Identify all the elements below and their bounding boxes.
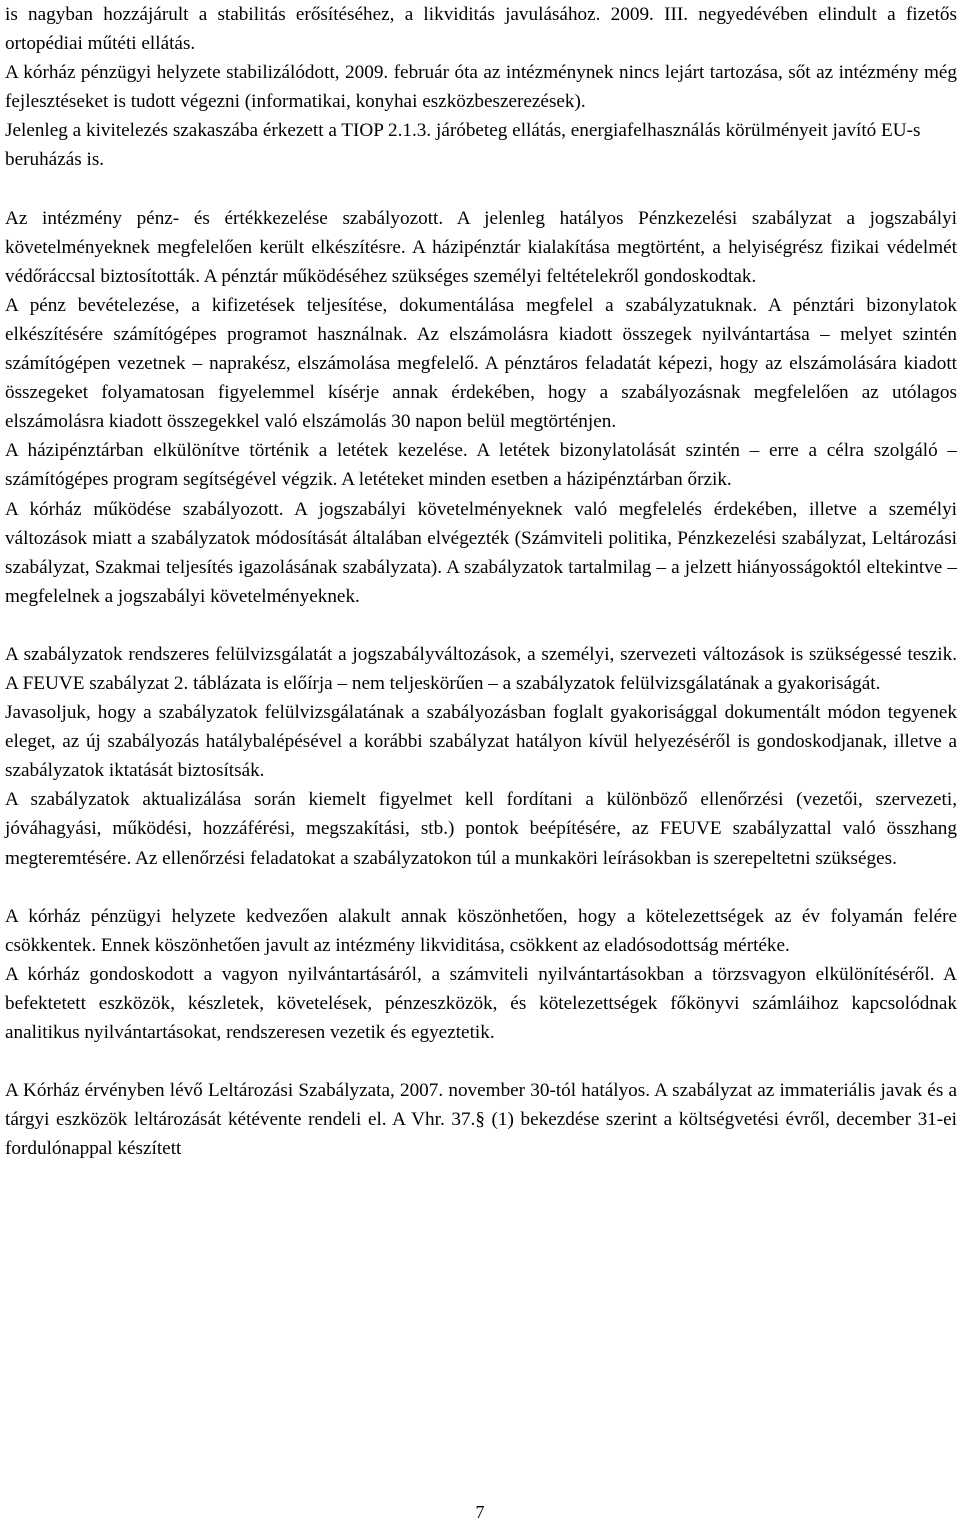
paragraph-gap bbox=[5, 175, 957, 204]
paragraph-control-points: A szabályzatok aktualizálása során kiemelt figyelmet kell fordítani a különböző ellenőrzési (vezetői, szervezeti, jóváhagyási, működési, hozzáférési, megszakítási, stb.) pontok beépítésére, az FEUVE szabályzattal való összhang megteremtésére. Az ellenőrzési feladatokat a szabályzatokon túl a munkaköri leírásokban is szerepeltetni szükséges. bbox=[5, 789, 957, 869]
paragraph-deposits: A házipénztárban elkülönítve történik a letétek kezelése. A letétek bizonylatolását szintén – erre a célra szolgáló – számítógépes program segítségével végzik. A letéteket minden esetben a házipénztárban őrzik. bbox=[5, 440, 957, 491]
paragraph-finances: A kórház pénzügyi helyzete stabilizálódott, 2009. február óta az intézménynek nincs lejárt tartozása, sőt az intézmény még fejlesztéseket is tudott végezni (informatikai, konyhai eszközbeszerezések). bbox=[5, 62, 957, 113]
paragraph-gap bbox=[5, 873, 957, 902]
paragraph-stability: is nagyban hozzájárult a stabilitás erősítéséhez, a likviditás javulásához. 2009. III. negyedévében elindult a fizetős ortopédiai műtéti ellátás. bbox=[5, 4, 957, 55]
paragraph-cash-management: Az intézmény pénz- és értékkezelése szabályozott. A jelenleg hatályos Pénzkezelési szabályzat a jogszabályi követelményeknek megfelelően került elkészítésre. A házipénztár kialakítása megtörtént, a helyiségrész fizikai védelmét védőráccsal biztosították. A pénztár működéséhez szükséges személyi feltételekről gondoskodtak. bbox=[5, 207, 957, 287]
paragraph-asset-records: A kórház gondoskodott a vagyon nyilvántartásáról, a számviteli nyilvántartásokban a törzsvagyon elkülönítéséről. A befektetett eszközök, készletek, követelések, pénzeszközök, és kötelezettségek főkönyvi számláihoz kapcsolódnak analitikus nyilvántartásokat, rendszeresen vezetik és egyeztetik. bbox=[5, 963, 957, 1043]
paragraph-cash-receipts: A pénz bevételezése, a kifizetések teljesítése, dokumentálása megfelel a szabályzatuknak. A pénztári bizonylatok elkészítésére számítógépes programot használnak. Az elszámolásra kiadott összegek nyilvántartása – melyet szintén számítógépen vezetnek – naprakész, elszámolása megfelelő. A pénztáros feladatát képezi, hogy az elszámolására kiadott összegeket folyamatosan figyelemmel kísérje annak érdekében, hogy a szabályozásnak megfelelően az utólagos elszámolásra kiadott összegekkel való elszámolás 30 napon belül megtörténjen. bbox=[5, 294, 957, 433]
paragraph-liquidity: A kórház pénzügyi helyzete kedvezően alakult annak köszönhetően, hogy a kötelezettségek az év folyamán felére csökkentek. Ennek köszönhetően javult az intézmény likviditása, csökkent az eladósodottság mértéke. bbox=[5, 905, 957, 956]
paragraph-review: A szabályzatok rendszeres felülvizsgálatát a jogszabályváltozások, a személyi, szervezeti változások is szükségessé teszik. A FEUVE szabályzat 2. táblázata is előírja – nem teljeskörűen – a szabályzatok felülvizsgálatának a gyakoriságát. bbox=[5, 643, 957, 694]
paragraph-recommendation: Javasoljuk, hogy a szabályzatok felülvizsgálatának a szabályozásban foglalt gyakorisággal dokumentált módon tegyenek eleget, az új szabályozás hatálybalépésével a korábbi szabályzat hatályon kívül helyezéséről is gondoskodjanak, illetve a szabályzatok iktatását biztosítsák. bbox=[5, 702, 957, 782]
paragraph-inventory: A Kórház érvényben lévő Leltározási Szabályzata, 2007. november 30-tól hatályos. A szabályzat az immateriális javak és a tárgyi eszközök leltározását kétévente rendeli el. A Vhr. 37.§ (1) bekezdése szerint a költségvetési évről, december 31-ei fordulónappal készített bbox=[5, 1080, 957, 1160]
page-number: 7 bbox=[475, 1502, 485, 1522]
paragraph-gap bbox=[5, 611, 957, 640]
paragraph-gap bbox=[5, 1047, 957, 1076]
paragraph-regulations: A kórház működése szabályozott. A jogszabályi követelményeknek való megfelelés érdekében, illetve a személyi változások miatt a szabályzatok módosítását általában elvégezték (Számviteli politika, Pénzkezelési szabályzat, Leltározási szabályzat, Szakmai teljesítés igazolásának szabályzata). A szabályzatok tartalmilag – a jelzett hiányosságoktól eltekintve – megfelelnek a jogszabályi követelményeknek. bbox=[5, 498, 957, 607]
paragraph-tiop: Jelenleg a kivitelezés szakaszába érkezett a TIOP 2.1.3. járóbeteg ellátás, energiafelhasználás körülményeit javító EU-s beruházás is. bbox=[5, 120, 921, 171]
